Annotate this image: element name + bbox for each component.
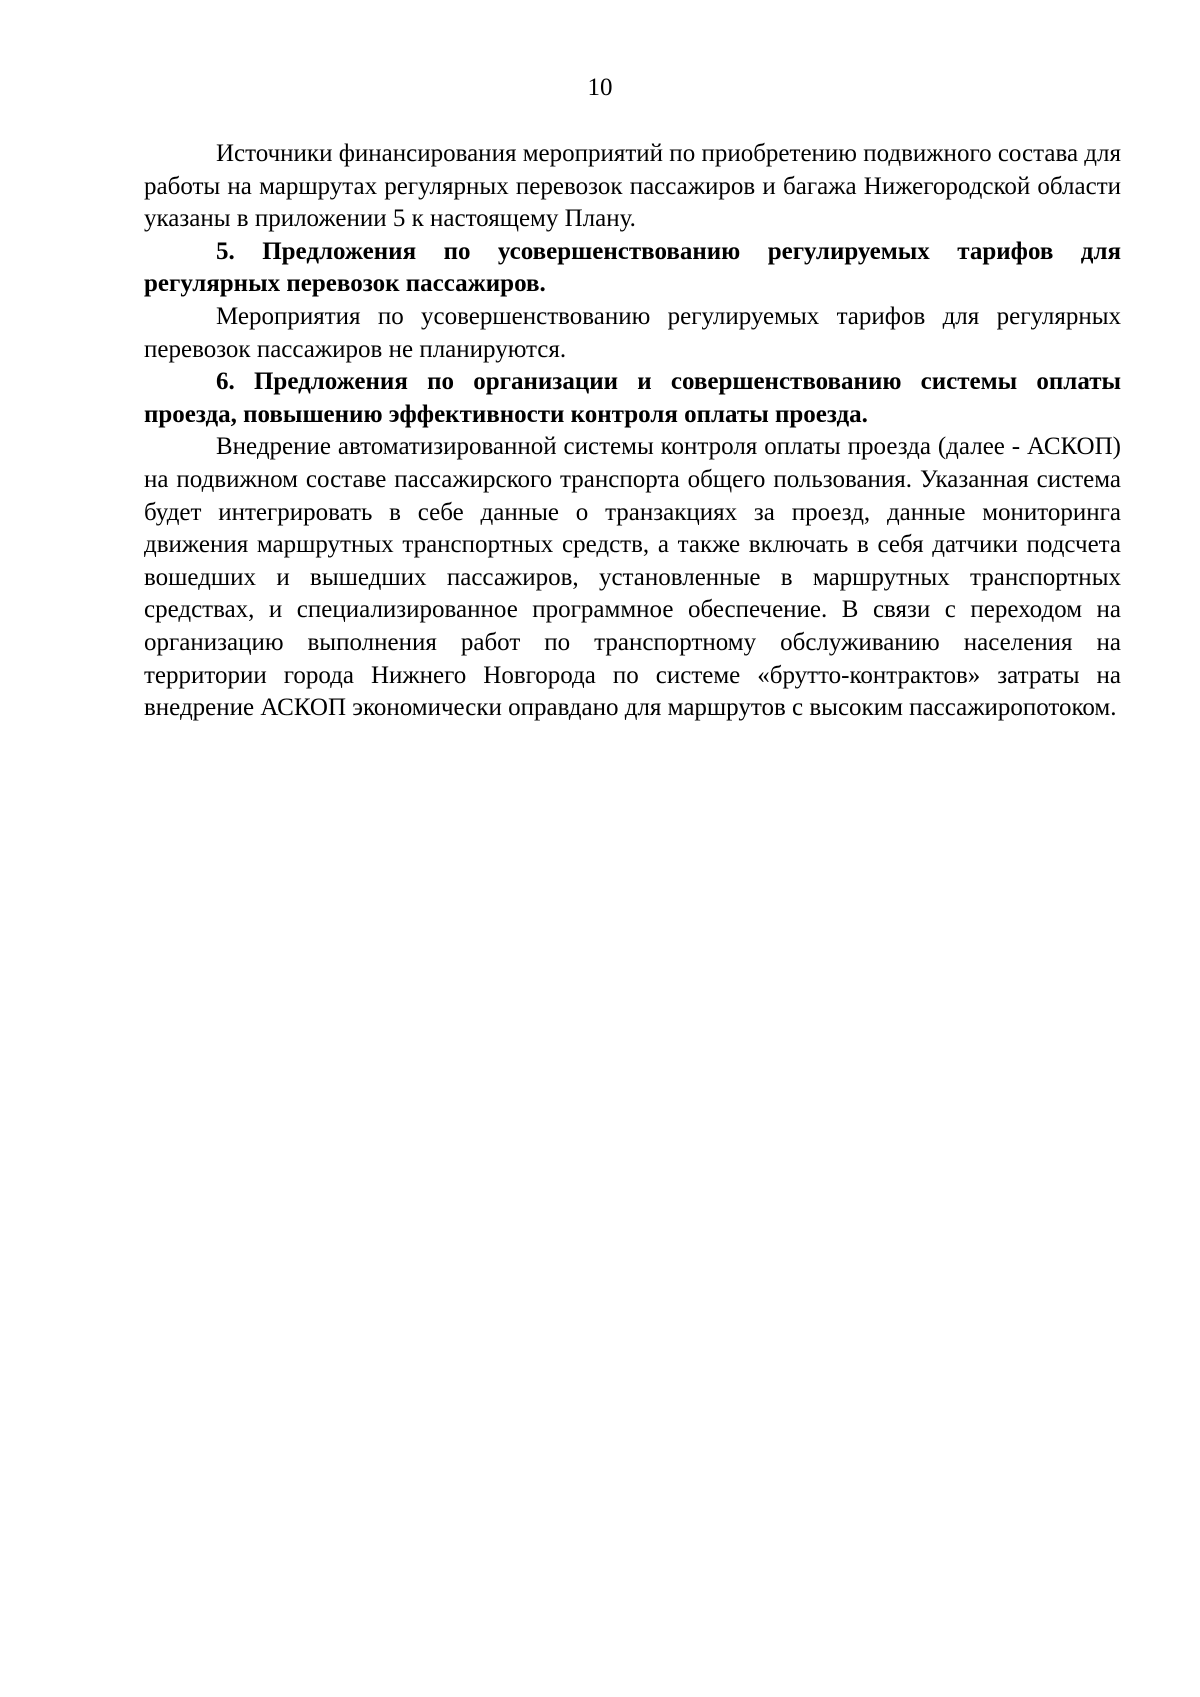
page-number: 10 xyxy=(587,74,613,101)
paragraph-financing: Источники финансирования мероприятий по приобретению подвижного состава для работы на маршрутах регулярных перевозок пассажиров и багажа Нижегородской области указаны в приложении 5 к настоящему Плану. xyxy=(144,140,1121,233)
section-6-text: Внедрение автоматизированной системы контроля оплаты проезда (далее - АСКОП) на подвижном составе пассажирского транспорта общего пользования. Указанная система будет интегрировать в себе данные о транзакциях за проезд, данные мониторинга движения маршрутных транспортных средств, а также включать в себя датчики подсчета вошедших и вышедших пассажиров, установленные в маршрутных транспортных средствах, и специализированное программное обеспечение. В связи с переходом на организацию выполнения работ по транспортному обслуживанию населения на территории города Нижнего Новгорода по системе «брутто-контрактов» затраты на внедрение АСКОП экономически оправдано для маршрутов с высоким пассажиропотоком. xyxy=(144,433,1121,722)
section-5-text: Мероприятия по усовершенствованию регулируемых тарифов для регулярных перевозок пассажиров не планируются. xyxy=(144,302,1121,363)
section-5-heading: 5. Предложения по усовершенствованию регулируемых тарифов для регулярных перевозок пассажиров. xyxy=(144,237,1121,298)
document-body xyxy=(144,138,1121,725)
section-6-heading: 6. Предложения по организации и совершенствованию системы оплаты проезда, повышению эффективности контроля оплаты проезда. xyxy=(144,368,1121,428)
